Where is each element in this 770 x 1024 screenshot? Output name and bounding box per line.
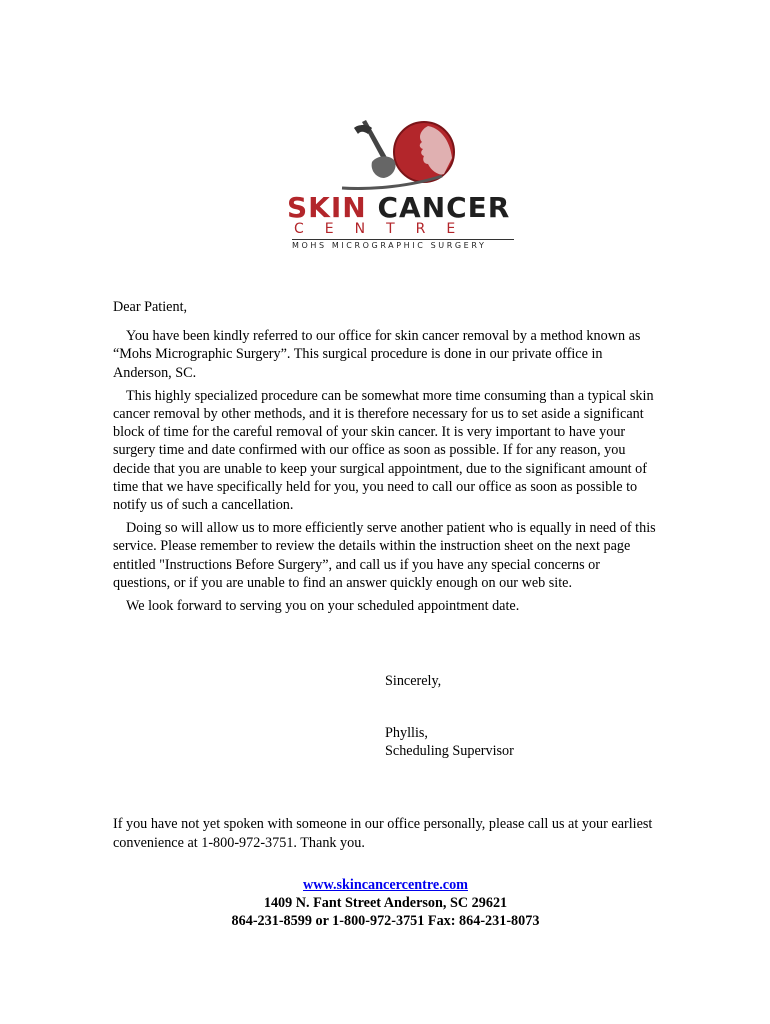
- closing-note: If you have not yet spoken with someone in our office personally, please call us at your earliest convenience at 1-800-972-3751. Thank you.: [113, 816, 653, 851]
- footer-phones: 864-231-8599 or 1-800-972-3751 Fax: 864-231-8073: [231, 913, 540, 930]
- logo-tagline: MOHS MICROGRAPHIC SURGERY: [292, 239, 514, 252]
- footer: [113, 876, 658, 931]
- signer-name: Phyllis,: [385, 725, 428, 741]
- paragraph-closing: We look forward to serving you on your scheduled appointment date.: [126, 598, 520, 615]
- logo-word-skin: SKIN: [287, 191, 367, 224]
- valediction: Sincerely,: [385, 673, 442, 689]
- logo-word-cancer: CANCER: [377, 191, 511, 224]
- footer-address: 1409 N. Fant Street Anderson, SC 29621: [263, 895, 508, 912]
- letter-body: [113, 298, 658, 620]
- clinic-logo: [280, 118, 512, 253]
- signer-title: Scheduling Supervisor: [385, 743, 514, 759]
- face-silhouette-icon: [332, 118, 462, 190]
- paragraph-procedure: This highly specialized procedure can be somewhat more time consuming than a typical skin cancer removal by other methods, and it is therefore necessary for us to set aside a significant block of time for the careful removal of your skin cancer. It is very important to have your surgery time and date confirmed with our office as soon as possible. If for any reason, you decide that you are unable to keep your surgical appointment, due to the significant amount of time that we have specifically held for you, you need to call our office as soon as possible to notify us of such a cancellation.: [113, 387, 654, 514]
- salutation: Dear Patient,: [113, 299, 188, 315]
- paragraph-instructions: Doing so will allow us to more efficiently serve another patient who is equally in need of this service. Please remember to review the details within the instruction sheet on the next page entitled "Instructions Before Surgery”, and call us if you have any special concerns or questions, or if you are unable to find an answer quickly enough on our web site.: [113, 520, 656, 591]
- logo-centre: CENTRE: [294, 221, 477, 237]
- paragraph-referral: You have been kindly referred to our office for skin cancer removal by a method known as “Mohs Micrographic Surgery”. This surgical procedure is done in our private office in Anderson, SC.: [113, 328, 641, 381]
- website-link[interactable]: www.skincancercentre.com: [303, 877, 468, 893]
- logo-wordmark: [287, 192, 512, 224]
